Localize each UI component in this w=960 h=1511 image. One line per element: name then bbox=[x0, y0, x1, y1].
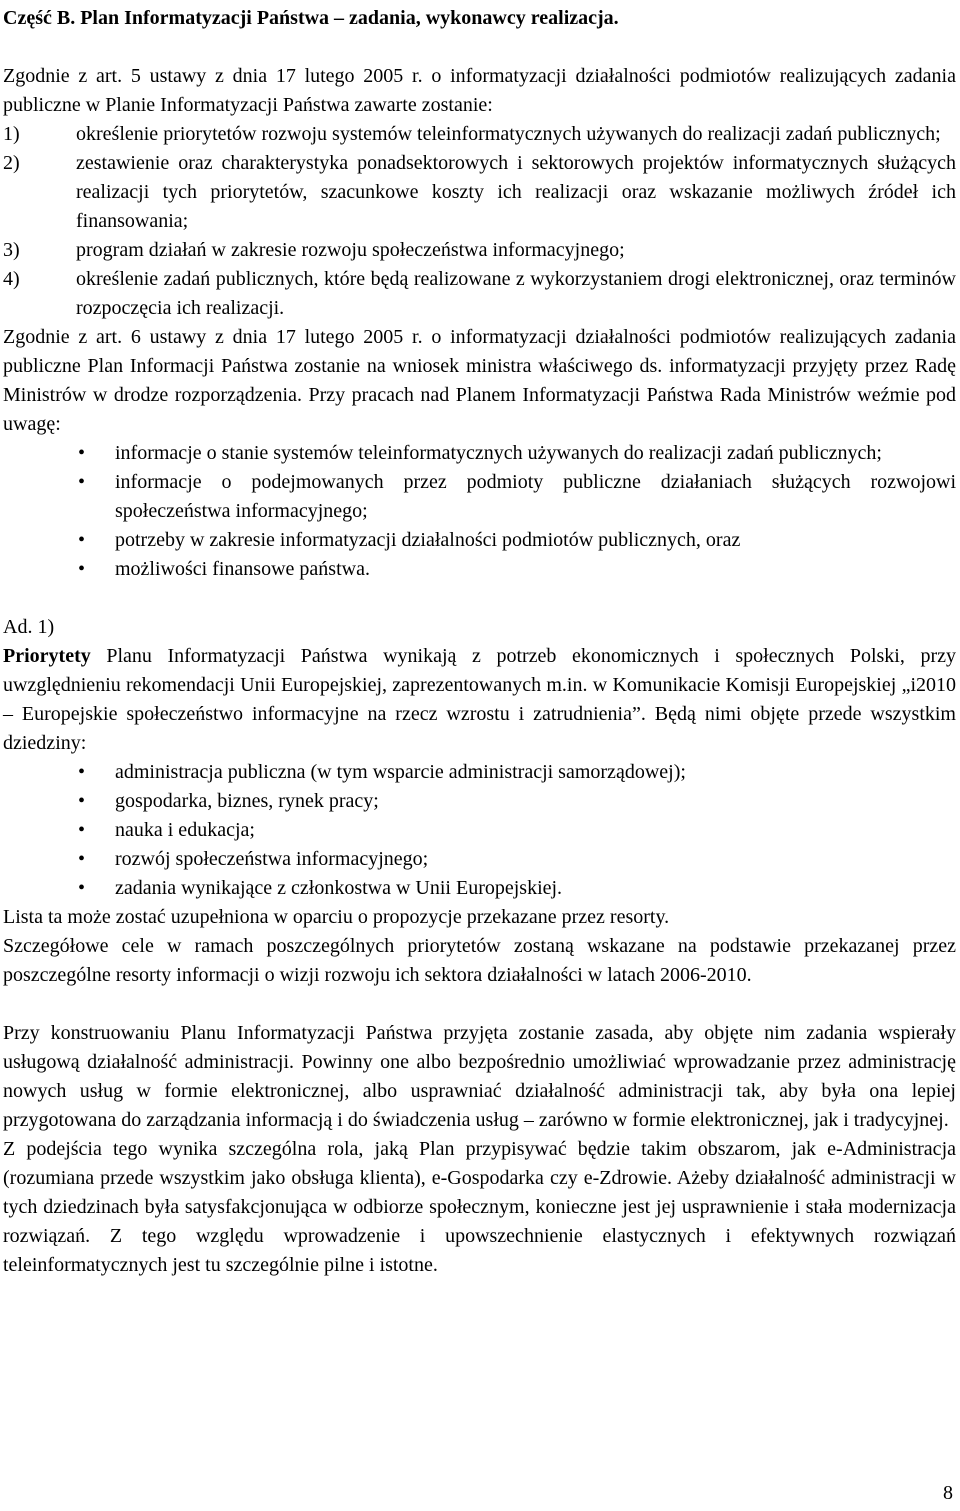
bullet-icon: • bbox=[78, 819, 86, 841]
item-text: określenie priorytetów rozwoju systemów teleinformatycznych używanych do realizacji zadań publicznych; bbox=[76, 123, 941, 145]
section-title: Część B. Plan Informatyzacji Państwa – zadania, wykonawcy realizacja. bbox=[3, 7, 619, 29]
priority-bullet-list bbox=[3, 758, 956, 903]
list-item bbox=[3, 439, 956, 468]
bullet-icon: • bbox=[78, 790, 86, 812]
list-note: Lista ta może zostać uzupełniona w oparciu o propozycje przekazane przez resorty. bbox=[3, 906, 670, 928]
bullet-icon: • bbox=[78, 761, 86, 783]
bullet-icon: • bbox=[78, 442, 86, 464]
bullet-text: administracja publiczna (w tym wsparcie administracji samorządowej); bbox=[115, 761, 686, 783]
bullet-text: informacje o stanie systemów teleinformatycznych używanych do realizacji zadań publicznych; bbox=[115, 442, 882, 464]
bullet-icon: • bbox=[78, 558, 86, 580]
list-item bbox=[3, 874, 956, 903]
bullet-text: gospodarka, biznes, rynek pracy; bbox=[115, 790, 379, 812]
bullet-text: informacje o podejmowanych przez podmioty publiczne działaniach służących rozwojowi społeczeństwa informacyjnego; bbox=[115, 471, 956, 522]
ad1-label: Ad. 1) bbox=[3, 616, 55, 638]
art5-item bbox=[3, 265, 956, 323]
item-text: program działań w zakresie rozwoju społeczeństwa informacyjnego; bbox=[76, 239, 625, 261]
list-item bbox=[3, 787, 956, 816]
role-paragraph: Z podejścia tego wynika szczególna rola, jaką Plan przypisywać będzie takim obszarom, jak e-Administracja (rozumiana przede wszystkim jako obsługa klienta), e-Gospodarka czy e-Zdrowie. Ażeby działalność administracji w tych dziedzinach była satysfakcjonująca w odbiorze społecznym, konieczne jest jej usprawnienie i stała modernizacja rozwiązań. Z tego względu wprowadzenie i upowszechnienie elastycznych i efektywnych rozwiązań teleinformatycznych jest tu szczególnie pilne i istotne. bbox=[3, 1138, 956, 1276]
priorities-bold-term: Priorytety bbox=[3, 645, 91, 667]
art5-item bbox=[3, 149, 956, 236]
page-number: 8 bbox=[943, 1482, 953, 1504]
bullet-icon: • bbox=[78, 877, 86, 899]
detailed-goals-paragraph: Szczegółowe cele w ramach poszczególnych priorytetów zostaną wskazane na podstawie przekazanej przez poszczególne resorty informacji o wizji rozwoju ich sektora działalności w latach 2006-2010. bbox=[3, 935, 956, 986]
bullet-icon: • bbox=[78, 471, 86, 493]
bullet-icon: • bbox=[78, 529, 86, 551]
item-number: 1) bbox=[3, 123, 20, 145]
art6-bullet-list bbox=[3, 439, 956, 584]
list-item bbox=[3, 468, 956, 526]
list-item bbox=[3, 758, 956, 787]
bullet-text: nauka i edukacja; bbox=[115, 819, 255, 841]
bullet-text: rozwój społeczeństwa informacyjnego; bbox=[115, 848, 429, 870]
priorities-text: Planu Informatyzacji Państwa wynikają z potrzeb ekonomicznych i społecznych Polski, przy uwzględnieniu rekomendacji Unii Europejskiej, zaprezentowanych m.in. w Komunikacie Komisji Europejskiej „i2010 – Europejskie społeczeństwo informacyjne na rzecz wzrostu i zatrudnienia”. Będą nimi objęte przede wszystkim dziedziny: bbox=[3, 645, 956, 754]
art5-intro: Zgodnie z art. 5 ustawy z dnia 17 lutego 2005 r. o informatyzacji działalności podmiotów realizujących zadania publiczne w Planie Informatyzacji Państwa zawarte zostanie: bbox=[3, 65, 956, 116]
spacer bbox=[3, 584, 956, 613]
art5-item bbox=[3, 120, 956, 149]
item-number: 4) bbox=[3, 268, 20, 290]
art5-list bbox=[3, 120, 956, 323]
art5-item bbox=[3, 236, 956, 265]
list-item bbox=[3, 555, 956, 584]
spacer bbox=[3, 33, 956, 62]
document-page bbox=[3, 4, 956, 1280]
bullet-text: zadania wynikające z członkostwa w Unii Europejskiej. bbox=[115, 877, 563, 899]
item-number: 2) bbox=[3, 152, 20, 174]
list-item bbox=[3, 526, 956, 555]
list-item bbox=[3, 816, 956, 845]
priorities-paragraph bbox=[3, 642, 956, 758]
item-text: zestawienie oraz charakterystyka ponadsektorowych i sektorowych projektów informatycznych służących realizacji tych priorytetów, szacunkowe koszty ich realizacji oraz wskazanie możliwych źródeł ich finansowania; bbox=[76, 152, 956, 232]
spacer bbox=[3, 990, 956, 1019]
bullet-icon: • bbox=[78, 848, 86, 870]
item-number: 3) bbox=[3, 239, 20, 261]
item-text: określenie zadań publicznych, które będą realizowane z wykorzystaniem drogi elektronicznej, oraz terminów rozpoczęcia ich realizacji. bbox=[76, 268, 956, 319]
principle-paragraph: Przy konstruowaniu Planu Informatyzacji Państwa przyjęta zostanie zasada, aby objęte nim zadania wspierały usługową działalność administracji. Powinny one albo bezpośrednio umożliwiać wprowadzanie przez administrację nowych usług w formie elektronicznej, albo usprawniać działalność administracji tak, aby była ona lepiej przygotowana do zarządzania informacją i do świadczenia usług – zarówno w formie elektronicznej, jak i tradycyjnej. bbox=[3, 1022, 956, 1131]
bullet-text: możliwości finansowe państwa. bbox=[115, 558, 370, 580]
bullet-text: potrzeby w zakresie informatyzacji działalności podmiotów publicznych, oraz bbox=[115, 529, 741, 551]
list-item bbox=[3, 845, 956, 874]
art6-intro: Zgodnie z art. 6 ustawy z dnia 17 lutego 2005 r. o informatyzacji działalności podmiotów realizujących zadania publiczne Plan Informacji Państwa zostanie na wniosek ministra właściwego ds. informatyzacji przyjęty przez Radę Ministrów w drodze rozporządzenia. Przy pracach nad Planem Informatyzacji Państwa Rada Ministrów weźmie pod uwagę: bbox=[3, 326, 956, 435]
